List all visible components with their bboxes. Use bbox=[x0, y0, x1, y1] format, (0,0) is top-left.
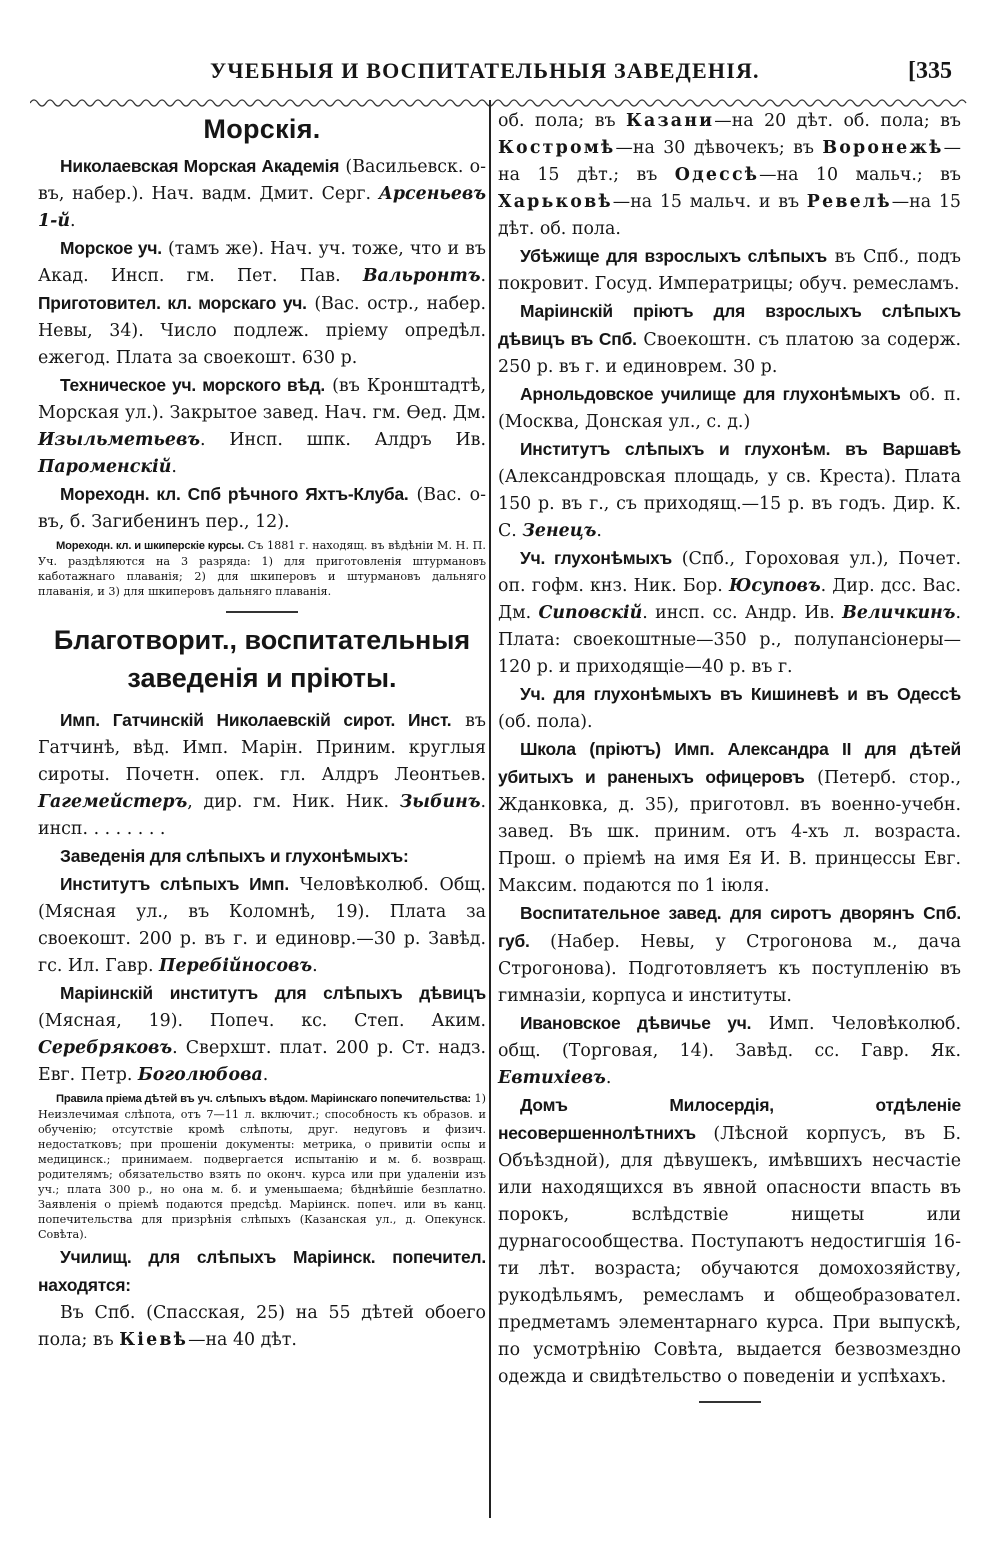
entry-yacht-club-class: Мореходн. кл. Спб рѣчного Яхтъ-Клуба. (Вас. о-въ, б. Загибенинъ пер., 12). bbox=[38, 484, 487, 532]
running-title: УЧЕБНЫЯ И ВОСПИТАТЕЛЬНЫЯ ЗАВЕДЕНІЯ. bbox=[210, 58, 760, 83]
entry-mariinsky-shelter: Маріинскій пріютъ для взрослыхъ слѣпыхъ дѣвицъ въ Спб. Своекоштн. съ платою за содерж. 250 р. въ г. и единоврем. 30 р. bbox=[498, 301, 961, 377]
entry-naval-academy: Николаевская Морская Академія (Васильевск. о-въ, набер.). Нач. вадм. Дмит. Серг. Арсеньевъ 1-й. bbox=[38, 156, 486, 231]
entry-blind-institute: Институтъ слѣпыхъ Имп. Человѣколюб. Общ. (Мясная ул., въ Коломнѣ, 19). Плата за своекошт. 200 р. въ г. и единовр.—30 р. Завѣд. гс. Ил. Гавр. Перебійносовъ. bbox=[38, 874, 486, 976]
entry-spb-school: Въ Спб. (Спасская, 25) на 55 дѣтей обоего пола; въ Кіевѣ—на 40 дѣт. bbox=[38, 1303, 486, 1350]
entry-adult-blind-shelter: Убѣжище для взрослыхъ слѣпыхъ въ Спб., подъ покровит. Госуд. Императрицы; обуч. ремесламъ. bbox=[498, 246, 962, 294]
section-heading-charitable: Благотворит., воспитательныя заведенія и пріюты. bbox=[53, 625, 471, 693]
entry-alexander-school: Школа (пріютъ) Имп. Александра II для дѣтей убитыхъ и раненыхъ офицеровъ (Петерб. стор., Жданковка, д. 35), приготовл. въ военно-учебн. завед. Въ шк. приним. отъ 4-хъ л. возраста. Прош. о пріемѣ на имя Ея И. В. принцессы Евг. Максим. подаются по 1 іюля. bbox=[498, 739, 961, 896]
entry-ivanovo-school: Ивановское дѣвичье уч. Имп. Человѣколюб. общ. (Торговая, 14). Завѣд. сс. Гавр. Як. Евтихіевъ. bbox=[498, 1013, 961, 1088]
entry-warsaw-institute: Институтъ слѣпыхъ и глухонѣм. въ Варшавѣ (Александровская площадь, у св. Креста). Плата 150 р. въ г., съ приходящ.—15 р. въ годъ. Дир. К. С. Зенецъ. bbox=[498, 439, 961, 541]
section-heading-naval: Морскія. bbox=[203, 114, 321, 144]
entry-mariinsky-schools: Училищ. для слѣпыхъ Маріинск. попечител. находятся: bbox=[38, 1247, 486, 1295]
subheading-blind-deaf: Заведенія для слѣпыхъ и глухонѣмыхъ: bbox=[60, 846, 409, 866]
left-column bbox=[38, 108, 486, 1354]
entry-nobility-orphans: Воспитательное завед. для сиротъ дворянъ Спб. губ. (Набер. Невы, у Строгонова м., дача Строгонова). Подготовляетъ къ поступленію въ гимназіи, корпуса и институты. bbox=[498, 903, 961, 1006]
entry-house-of-mercy: Домъ Милосердія, отдѣленіе несовершеннолѣтнихъ (Лѣсной корпусъ, въ Б. Объѣздной), для дѣвушекъ, имѣвшихъ несчастіе или находящихся въ явной опасности впасть въ порокъ, вслѣдствіе нищеты или дурнагосообщества. Поступаютъ недостигшія 16-ти лѣт. возраста; обучаются домохозяйству, рукодѣльямъ, ремесламъ и общеобразовател. предметамъ элементарнаго курса. При выпускѣ, по усмотрѣнію Совѣта, выдается безвозмездно одежда и свидѣтельство о поведеніи и успѣхахъ. bbox=[498, 1095, 961, 1387]
section-separator bbox=[226, 611, 298, 613]
entry-kishinev-odessa: Уч. для глухонѣмыхъ въ Кишиневѣ и въ Одессѣ (об. пола). bbox=[498, 684, 961, 732]
entry-technical-school: Техническое уч. морского вѣд. (въ Кронштадтѣ, Морская ул.). Закрытое завед. Нач. гм. Ѳед. Дм. Изыльметьевъ. Инсп. шпк. Алдръ Ив. Пароменскій. bbox=[38, 375, 486, 477]
entry-cities-continued: об. пола; въ Казани—на 20 дѣт. об. пола; въ Костромѣ—на 30 дѣвочекъ; въ Воронежѣ—на 15 дѣт.; въ Одессѣ—на 10 мальч.; въ Харьковѣ—на 15 мальч. и въ Ревелѣ—на 15 дѣт. об. пола. bbox=[498, 111, 961, 239]
note-admission-rules: Правила пріема дѣтей въ уч. слѣпыхъ вѣдом. Маріинскаго попечительства: 1) Неизлечимая слѣпота, отъ 7—11 л. включит.; способность къ образов. и обученію; отсутствіе кромѣ слѣпоты, друг. недуговъ и физич. недостатковъ; при прошеніи документы: метрика, о привитіи оспы и медицинск.; принимаем. подвергается испытанію и м. б. возвращ. родителямъ; обязательство взять по оконч. курса или при удаленіи изъ уч.; плата 300 р., но она м. б. и уменьшаема; бѣднѣйшіе безплатно. Заявленія о пріемѣ подаются предсѣд. Маріинск. попеч. или въ канц. попечительства для призрѣнія слѣпыхъ (Казанская ул., д. Опекунск. Совѣта). bbox=[38, 1092, 487, 1241]
column-divider bbox=[489, 100, 491, 1518]
note-skipper-courses: Мореходн. кл. и шкиперскіе курсы. Съ 1881 г. находящ. въ вѣдѣніи М. Н. П. Уч. раздѣляются на 3 разряда: 1) для приготовленія штурмановъ каботажнаго плаванія; 2) для шкиперовъ и штурмановъ дальняго плаванія, и 3) для шкиперовъ дальняго плаванія. bbox=[38, 539, 486, 598]
right-column bbox=[498, 108, 961, 1403]
entry-deaf-school-spb: Уч. глухонѣмыхъ (Спб., Гороховая ул.), Почет. оп. гофм. кнз. Ник. Бор. Юсуповъ. Дир. дсс. Вас. Дм. Сиповскій. инсп. сс. Андр. Ив. Величкинъ. Плата: своекоштные—350 р., полупансіонеры—120 р. и приходящіе—40 р. въ г. bbox=[498, 548, 962, 677]
entry-mariinsky-blind-girls: Маріинскій институтъ для слѣпыхъ дѣвицъ (Мясная, 19). Попеч. кс. Степ. Аким. Серебряковъ. Сверхшт. плат. 200 р. Ст. надз. Евг. Петр. Боголюбова. bbox=[38, 983, 486, 1085]
entry-gatchina-institute: Имп. Гатчинскій Николаевскій сирот. Инст. въ Гатчинѣ, вѣд. Имп. Марін. Приним. круглыя сироты. Почетн. опек. гл. Алдръ Леонтьев. Гагемейстеръ, дир. гм. Ник. Ник. Зыбинъ. инсп. . . . . . . . bbox=[38, 710, 486, 839]
entry-naval-school: Морское уч. (тамъ же). Нач. уч. тоже, что и въ Акад. Инсп. гм. Пет. Пав. Вальронтъ. Приготовител. кл. морскаго уч. (Вас. остр., набер. Невы, 34). Число подлеж. пріему опредѣл. ежегод. Плата за своекошт. 630 р. bbox=[38, 238, 486, 368]
page-number: [335 bbox=[908, 58, 952, 84]
entry-arnold-school: Арнольдовское училище для глухонѣмыхъ об. п. (Москва, Донская ул., с. д.) bbox=[498, 384, 961, 432]
end-separator bbox=[699, 1401, 761, 1403]
page-header bbox=[190, 58, 970, 98]
